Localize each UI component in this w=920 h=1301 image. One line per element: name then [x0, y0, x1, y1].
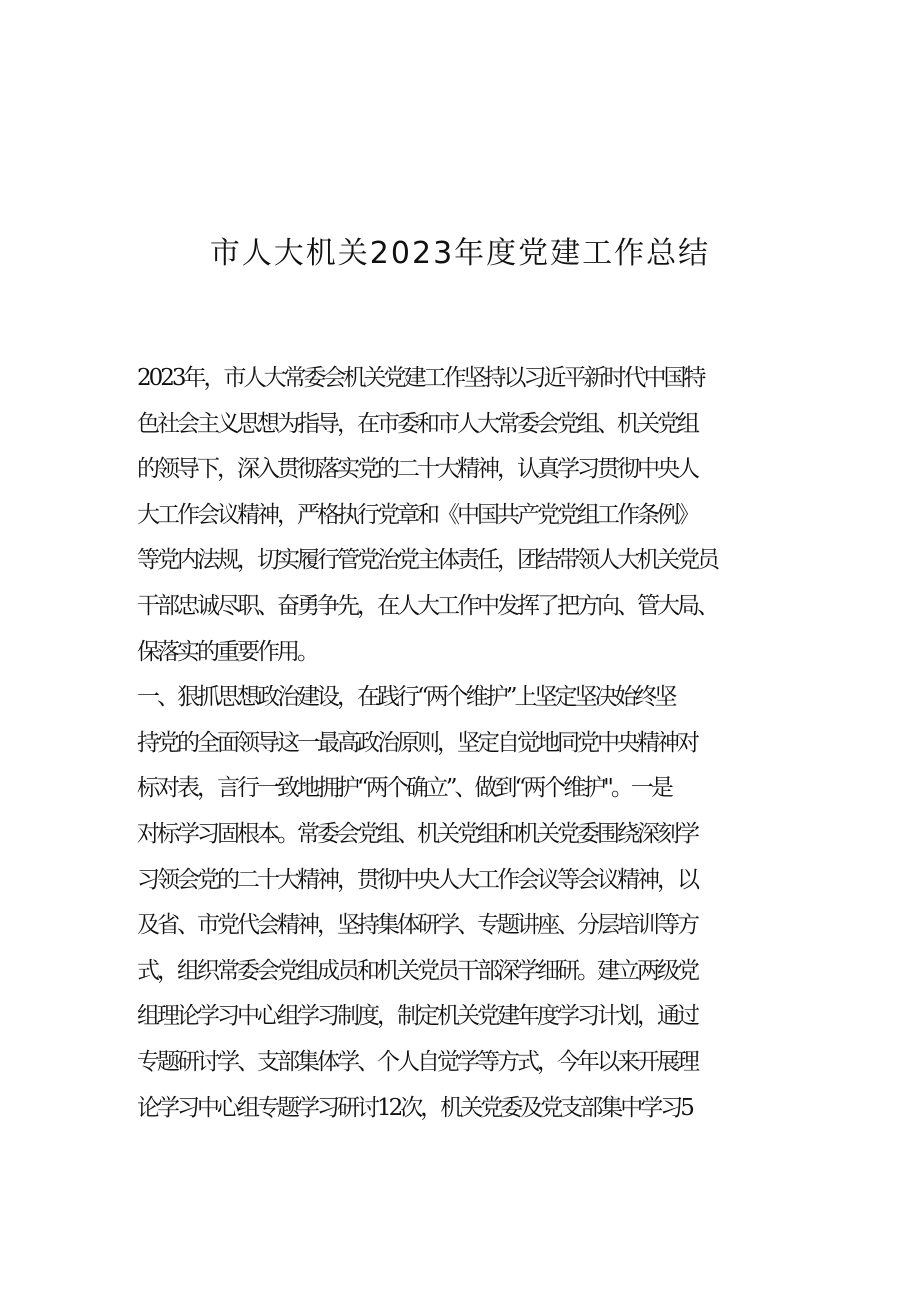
- body-line: 习领会党的二十大精神，贯彻中央人大工作会议等会议精神，以: [137, 866, 697, 893]
- body-line: 的领导下，深入贯彻落实党的二十大精神，认真学习贯彻中央人: [137, 456, 697, 483]
- body-line: 色社会主义思想为指导，在市委和市人大常委会党组、机关党组: [137, 410, 697, 437]
- body-line: 等党内法规，切实履行管党治党主体责任，团结带领人大机关党员: [137, 547, 717, 574]
- body-line: 对标学习固根本。常委会党组、机关党组和机关党委围绕深刻学: [137, 820, 697, 847]
- body-line: 干部忠诚尽职、奋勇争先，在人大工作中发挥了把方向、管大局、: [137, 592, 717, 619]
- document-title: 市人大机关2023年度党建工作总结: [209, 236, 711, 271]
- body-line: 保落实的重要作用。: [137, 638, 317, 665]
- body-line: 专题研讨学、支部集体学、个人自觉学等方式，今年以来开展理: [137, 1048, 697, 1075]
- body-line: 组理论学习中心组学习制度，制定机关党建年度学习计划，通过: [137, 1003, 697, 1030]
- document-body: [137, 356, 817, 1131]
- body-line: 论学习中心组专题学习研讨12次，机关党委及党支部集中学习5: [137, 1094, 692, 1121]
- body-line: 式，组织常委会党组成员和机关党员干部深学细研。建立两级党: [137, 957, 697, 984]
- body-line: 及省、市党代会精神，坚持集体研学、专题讲座、分层培训等方: [137, 912, 697, 939]
- body-line: 大工作会议精神，严格执行党章和《中国共产党党组工作条例》: [137, 501, 697, 528]
- body-line: 一、狠抓思想政治建设，在践行“两个维护”上坚定坚决始终坚: [137, 684, 675, 711]
- body-line: 2023年，市人大常委会机关党建工作坚持以习近平新时代中国特: [137, 365, 704, 391]
- body-line: 持党的全面领导这一最高政治原则，坚定自觉地同党中央精神对: [137, 729, 697, 756]
- body-line: 标对表，言行一致地拥护“两个确立”、做到“两个维护"。一是: [137, 775, 671, 802]
